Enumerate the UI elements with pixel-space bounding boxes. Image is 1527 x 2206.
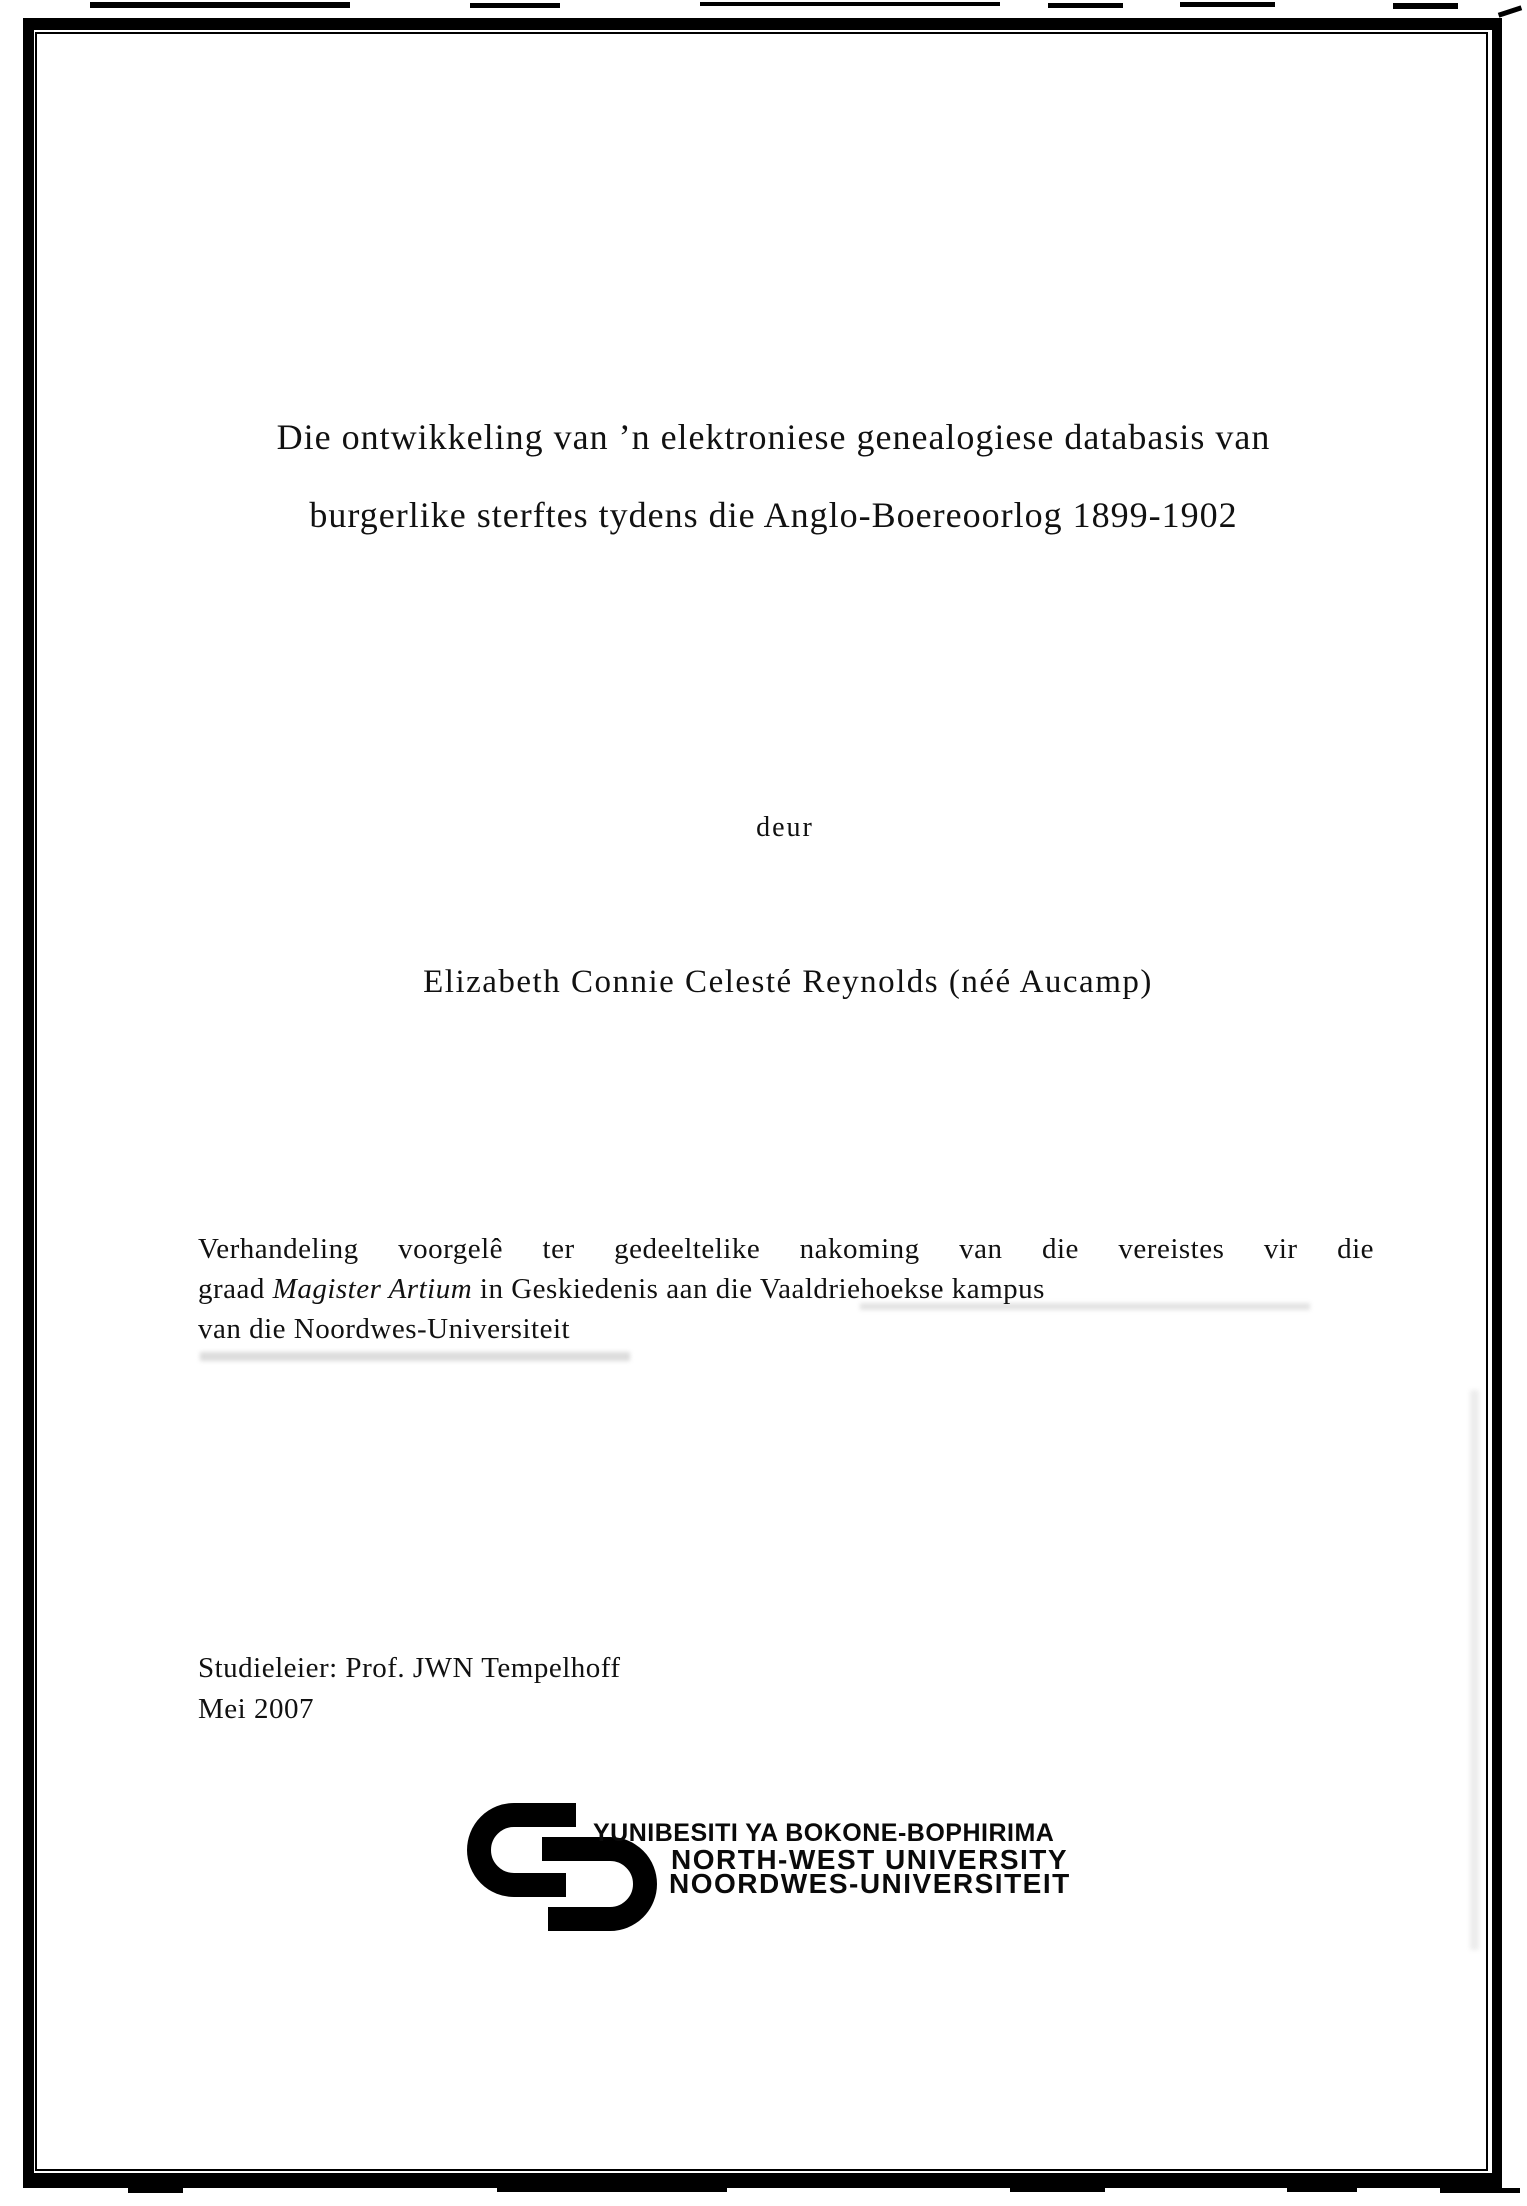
scan-smudge (1470, 1390, 1479, 1950)
submission-line-3: van die Noordwes-Universiteit (198, 1313, 571, 1345)
thesis-title (150, 398, 1397, 554)
logo-text-english: NORTH-WEST UNIVERSITY (671, 1844, 1069, 1875)
scan-artifact (128, 2188, 183, 2193)
scan-artifact (1010, 2188, 1105, 2192)
supervisor-line: Studieleier: Prof. JWN Tempelhoff (198, 1652, 621, 1684)
author-name: Elizabeth Connie Celesté Reynolds (néé Aucamp) (423, 964, 1153, 1000)
scan-smudge (200, 1352, 630, 1361)
submission-line-2-suffix: in Geskiedenis aan die Vaaldriehoekse kampus (472, 1273, 1045, 1305)
scan-artifact (1048, 3, 1123, 8)
logo-text-afrikaans: NOORDWES-UNIVERSITEIT (669, 1868, 1071, 1899)
scan-artifact (1440, 2188, 1520, 2193)
scan-artifact (470, 3, 560, 8)
submission-line-1: Verhandeling voorgelê ter gedeeltelike nakoming van die vereistes vir die (198, 1233, 1374, 1265)
date-line: Mei 2007 (198, 1693, 314, 1725)
thesis-title-line-2: burgerlike sterftes tydens die Anglo-Boereoorlog 1899-1902 (309, 495, 1238, 535)
logo-text-setswana: YUNIBESITI YA BOKONE-BOPHIRIMA (593, 1819, 1055, 1847)
submission-line-2-prefix: graad (198, 1273, 273, 1305)
scan-artifact (1498, 5, 1522, 17)
thesis-title-line-1: Die ontwikkeling van ’n elektroniese genealogiese databasis van (276, 417, 1271, 457)
byline-label: deur (756, 812, 814, 843)
degree-name-italic: Magister Artium (272, 1273, 473, 1305)
scan-artifact (497, 2188, 727, 2192)
scan-artifact (1180, 2, 1275, 7)
submission-statement (198, 1229, 1374, 1349)
scan-artifact (1287, 2188, 1357, 2192)
scan-artifact (90, 2, 350, 8)
scan-artifact (700, 2, 1000, 6)
supervisor-block (198, 1648, 621, 1730)
submission-line-2 (198, 1269, 1374, 1309)
scan-artifact (1393, 3, 1458, 9)
